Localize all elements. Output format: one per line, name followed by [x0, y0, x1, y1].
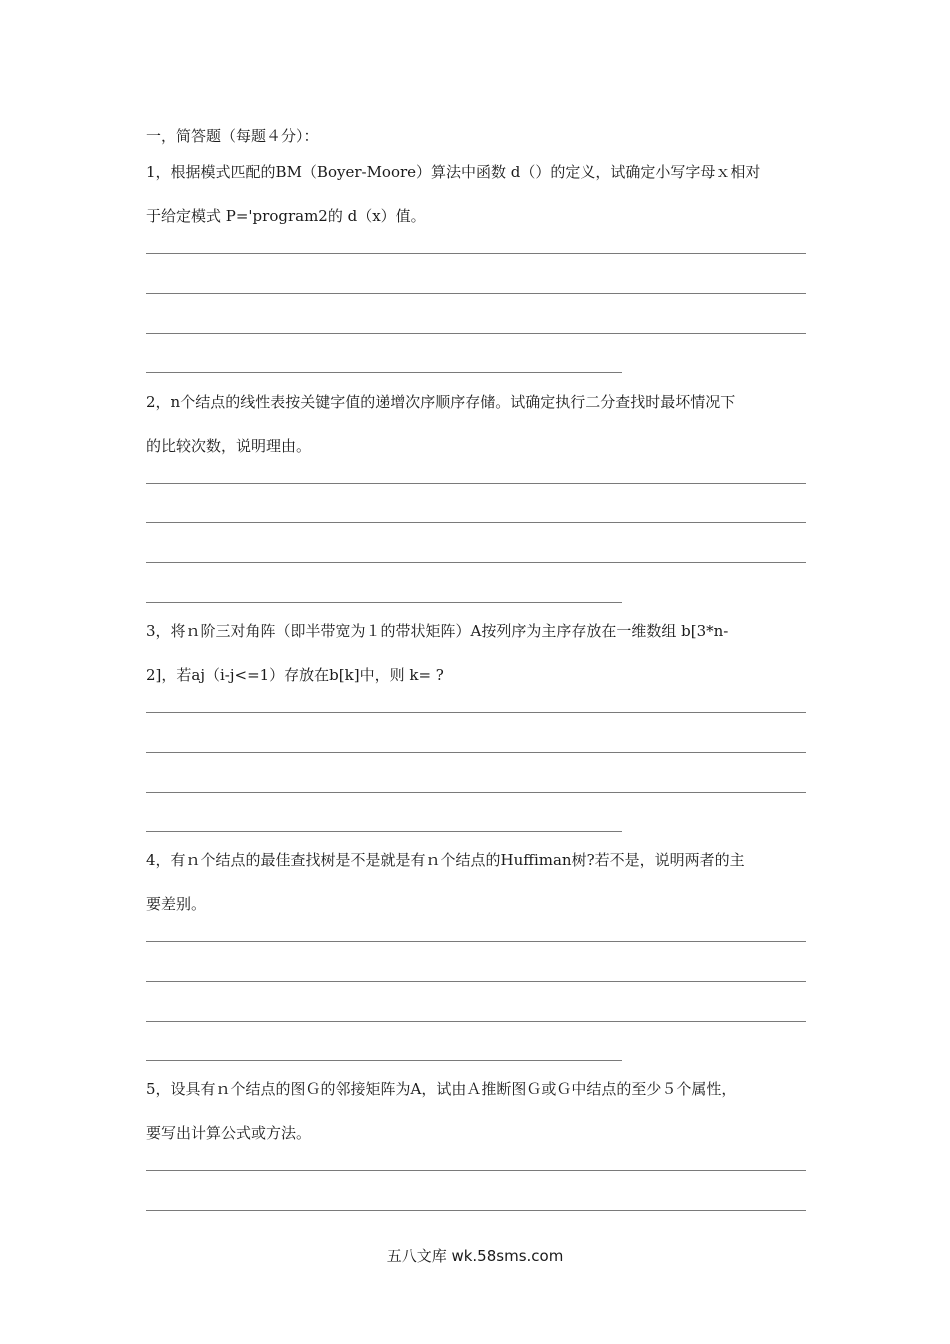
- answer-line[interactable]: [146, 1021, 806, 1022]
- question-5-line-1: 5，设具有ｎ个结点的图Ｇ的邻接矩阵为A，试由Ａ推断图Ｇ或Ｇ中结点的至少５个属性，: [146, 1080, 737, 1098]
- question-1: [146, 162, 808, 226]
- answer-line[interactable]: [146, 712, 806, 713]
- answer-line[interactable]: [146, 602, 622, 603]
- answer-line[interactable]: [146, 1210, 806, 1211]
- section-title: 一，简答题（每题４分）：: [146, 127, 319, 145]
- answer-line[interactable]: [146, 372, 622, 373]
- question-4-line-2: 要差别。: [146, 895, 207, 913]
- answer-line[interactable]: [146, 1170, 806, 1171]
- answer-line[interactable]: [146, 831, 622, 832]
- question-3: [146, 621, 808, 685]
- question-2-line-1: 2，n个结点的线性表按关键字值的递增次序顺序存储。试确定执行二分查找时最坏情况下: [146, 393, 736, 411]
- question-1-line-1: 1，根据模式匹配的BM（Boyer-Moore）算法中函数 d（）的定义，试确定小写字母ｘ相对: [146, 163, 761, 181]
- question-1-line-2: 于给定模式 P='program2的 d（x）值。: [146, 207, 426, 225]
- answer-line[interactable]: [146, 293, 806, 294]
- footer-watermark: 五八文库 wk.58sms.com: [386, 1247, 564, 1265]
- answer-line[interactable]: [146, 333, 806, 334]
- answer-line[interactable]: [146, 562, 806, 563]
- question-4: [146, 850, 808, 914]
- question-4-line-1: 4，有ｎ个结点的最佳查找树是不是就是有ｎ个结点的Huffiman树?若不是，说明两者的主: [146, 851, 745, 869]
- answer-line[interactable]: [146, 792, 806, 793]
- answer-line[interactable]: [146, 483, 806, 484]
- answer-line[interactable]: [146, 752, 806, 753]
- question-5: [146, 1079, 808, 1143]
- question-2: [146, 392, 808, 456]
- answer-line[interactable]: [146, 981, 806, 982]
- question-5-line-2: 要写出计算公式或方法。: [146, 1124, 312, 1142]
- question-3-line-1: 3，将ｎ阶三对角阵（即半带宽为１的带状矩阵）A按列序为主序存放在一维数组 b[3*n-: [146, 622, 729, 640]
- answer-line[interactable]: [146, 1060, 622, 1061]
- answer-line[interactable]: [146, 522, 806, 523]
- answer-line[interactable]: [146, 941, 806, 942]
- answer-line[interactable]: [146, 253, 806, 254]
- question-3-line-2: 2]，若aj（i-j<=1）存放在b[k]中，则 k= ?: [146, 666, 444, 684]
- question-2-line-2: 的比较次数，说明理由。: [146, 437, 312, 455]
